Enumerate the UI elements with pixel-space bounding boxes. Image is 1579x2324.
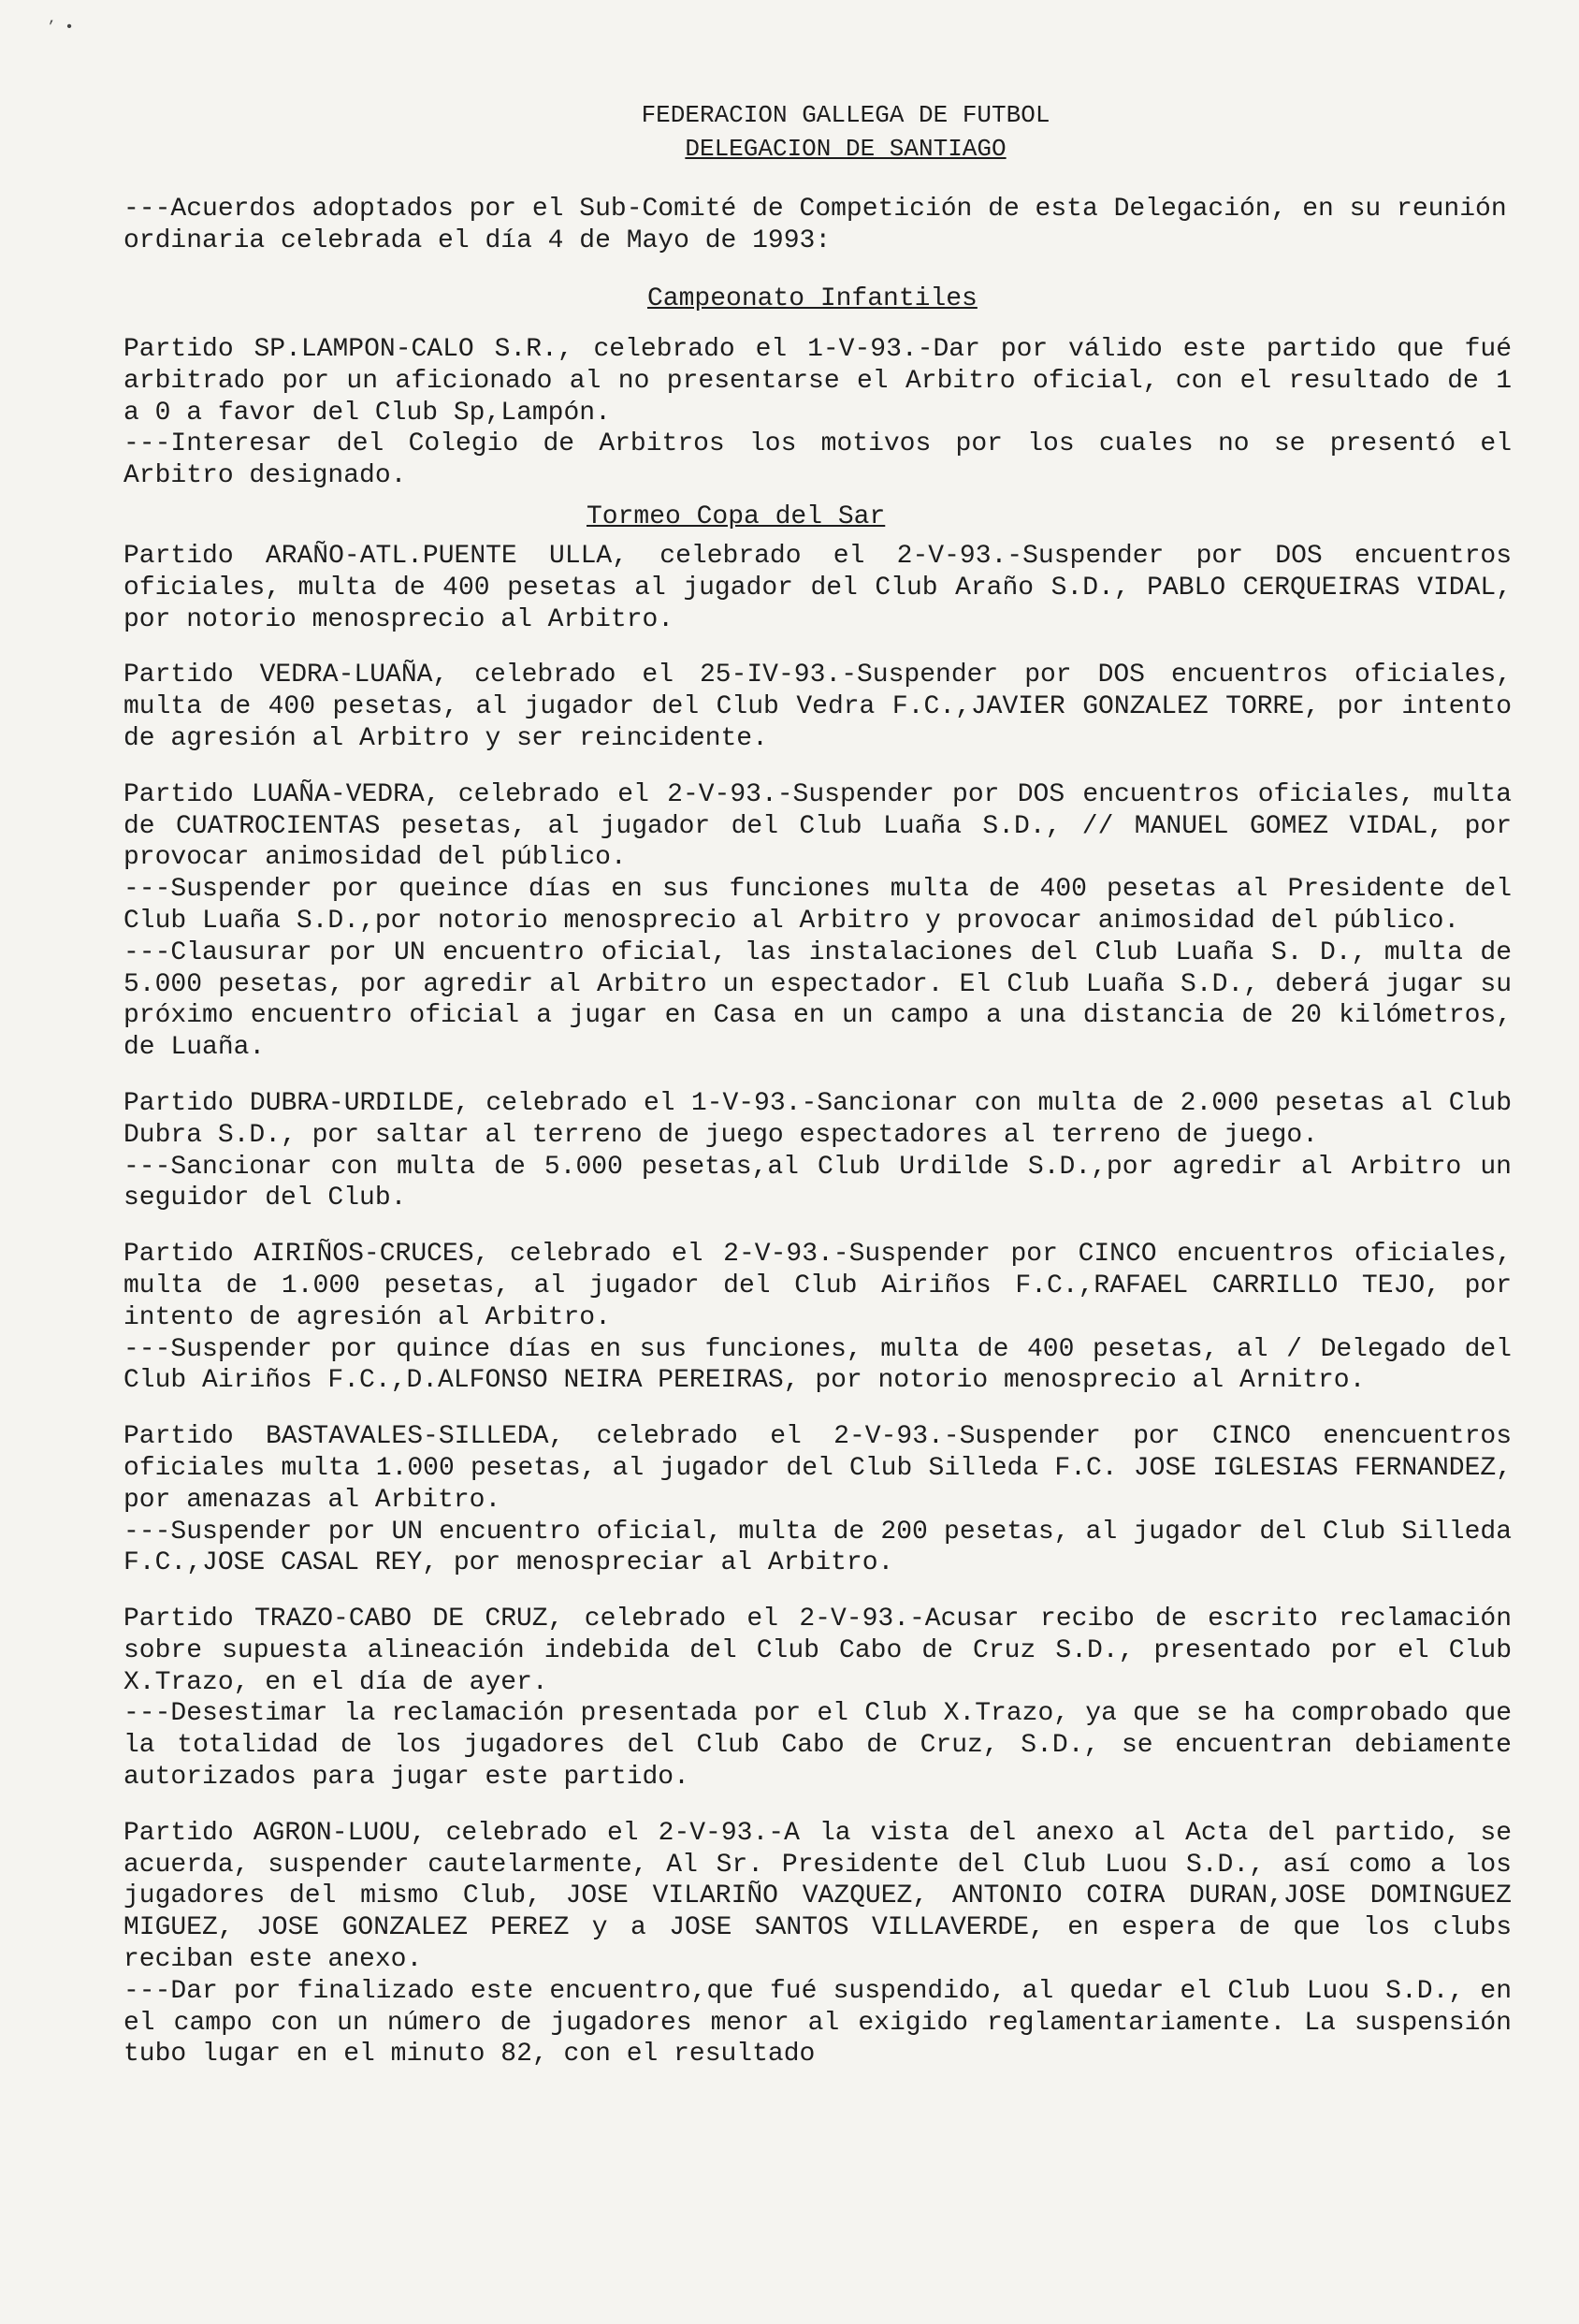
paragraph: Partido TRAZO-CABO DE CRUZ, celebrado el 2-V-93.-Acusar recibo de escrito reclamación sobre supuesta alineación indebida del Club Cabo de Cruz S.D., presentado por el Club X.Trazo, en el día de ayer. xyxy=(123,1605,1512,1697)
paragraph: ---Desestimar la reclamación presentada por el Club X.Trazo, ya que se ha comprobado que la totalidad de los jugadores del Club Cabo de Cruz, S.D., se encuentran debiamente autorizados para jugar este partido. xyxy=(123,1699,1512,1793)
page-mark-icon: ’ • xyxy=(47,19,74,36)
section-title-copa-del-sar: Tormeo Copa del Sar xyxy=(587,501,886,531)
letterhead xyxy=(180,98,1512,166)
paragraph: Partido AGRON-LUOU, celebrado el 2-V-93.-A la vista del anexo al Acta del partido, se acuerda, suspender cautelarmente, Al Sr. Presidente del Club Luou S.D., así como a los jugadores del mismo Club, JOSE VILARIÑO VAZQUEZ, ANTONIO COIRA DURAN,JOSE DOMINGUEZ MIGUEZ, JOSE GONZALEZ PEREZ y a JOSE SANTOS VILLAVERDE, en espera de que los clubs reciban este anexo. xyxy=(123,1818,1512,1975)
federation-name: FEDERACION GALLEGA DE FUTBOL xyxy=(641,101,1050,129)
intro-paragraph: ---Acuerdos adoptados por el Sub-Comité de Competición de esta Delegación, en su reunión ordinaria celebrada el día 4 de Mayo de 1993: xyxy=(123,195,1507,255)
paragraph: ---Sancionar con multa de 5.000 pesetas,al Club Urdilde S.D.,por agredir al Arbitro un seguidor del Club. xyxy=(123,1152,1512,1213)
paragraph: ---Dar por finalizado este encuentro,que fué suspendido, al quedar el Club Luou S.D., en el campo con un número de jugadores menor al exigido reglamentariamente. La suspensión tubo lugar en el minuto 82, con el resultado xyxy=(123,1976,1512,2070)
paragraph: ---Suspender por UN encuentro oficial, multa de 200 pesetas, al jugador del Club Silleda F.C.,JOSE CASAL REY, por menospreciar al Arbitro. xyxy=(123,1517,1512,1578)
section-title-infantiles: Campeonato Infantiles xyxy=(647,284,978,313)
paragraph: Partido AIRIÑOS-CRUCES, celebrado el 2-V-93.-Suspender por CINCO encuentros oficiales, multa de 1.000 pesetas, al jugador del Club Airiños F.C.,RAFAEL CARRILLO TEJO, por intento de agresión al Arbitro. xyxy=(123,1240,1512,1332)
paragraph: Partido DUBRA-URDILDE, celebrado el 1-V-93.-Sancionar con multa de 2.000 pesetas al Club Dubra S.D., por saltar al terreno de juego espectadores al terreno de juego. xyxy=(123,1088,1512,1150)
paragraph: Partido SP.LAMPON-CALO S.R., celebrado el 1-V-93.-Dar por válido este partido que fué arbitrado por un aficionado al no presentarse el Arbitro oficial, con el resultado de 1 a 0 a favor del Club Sp,Lampón. xyxy=(123,335,1512,428)
paragraph: ---Suspender por quince días en sus funciones, multa de 400 pesetas, al / Delegado del Club Airiños F.C.,D.ALFONSO NEIRA PEREIRAS, por notorio menosprecio al Arnitro. xyxy=(123,1334,1512,1396)
paragraph: Partido VEDRA-LUAÑA, celebrado el 25-IV-93.-Suspender por DOS encuentros oficiales, multa de 400 pesetas, al jugador del Club Vedra F.C.,JAVIER GONZALEZ TORRE, por intento de agresión al Arbitro y ser reincidente. xyxy=(123,661,1512,753)
paragraph: Partido ARAÑO-ATL.PUENTE ULLA, celebrado el 2-V-93.-Suspender por DOS encuentros oficiales, multa de 400 pesetas al jugador del Club Araño S.D., PABLO CERQUEIRAS VIDAL, por notorio menosprecio al Arbitro. xyxy=(123,541,1512,634)
paragraph: ---Interesar del Colegio de Arbitros los motivos por los cuales no se presentó el Arbitro designado. xyxy=(123,429,1512,491)
paragraph: ---Clausurar por UN encuentro oficial, las instalaciones del Club Luaña S. D., multa de 5.000 pesetas, por agredir al Arbitro un espectador. El Club Luaña S.D., deberá jugar su próximo encuentro oficial a jugar en Casa en un campo a una distancia de 20 kilómetros, de Luaña. xyxy=(123,937,1512,1063)
paragraph: ---Suspender por queince días en sus funciones multa de 400 pesetas al Presidente del Club Luaña S.D.,por notorio menosprecio al Arbitro y provocar animosidad del público. xyxy=(123,875,1512,936)
delegation-name: DELEGACION DE SANTIAGO xyxy=(685,135,1007,163)
paragraph: Partido BASTAVALES-SILLEDA, celebrado el 2-V-93.-Suspender por CINCO enencuentros oficiales multa 1.000 pesetas, al jugador del Club Silleda F.C. JOSE IGLESIAS FERNANDEZ, por amenazas al Arbitro. xyxy=(123,1422,1512,1515)
paragraph: Partido LUAÑA-VEDRA, celebrado el 2-V-93.-Suspender por DOS encuentros oficiales, multa de CUATROCIENTAS pesetas, al jugador del Club Luaña S.D., // MANUEL GOMEZ VIDAL, por provocar animosidad del público. xyxy=(123,779,1512,873)
